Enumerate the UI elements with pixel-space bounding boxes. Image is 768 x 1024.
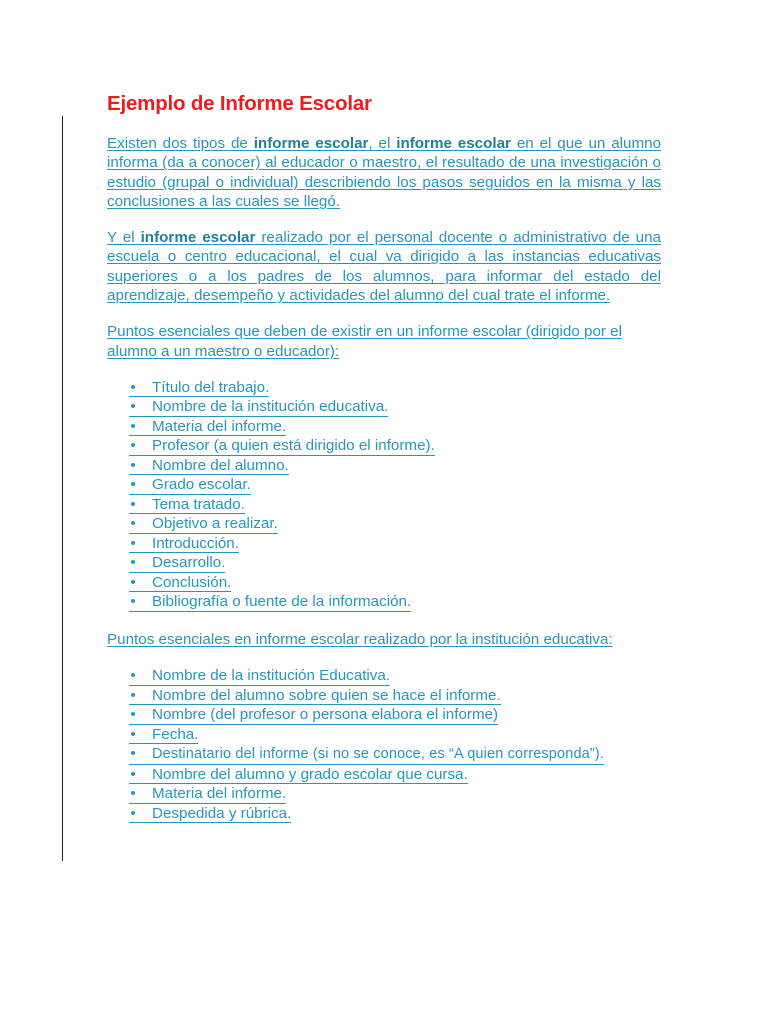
intro-text-1: Existen dos tipos de (107, 135, 254, 152)
bullet-icon: • (130, 437, 136, 455)
bullet-icon: • (130, 725, 136, 743)
bullet-icon: • (130, 667, 136, 685)
list-item-text: Nombre (del profesor o persona elabora el informe) (129, 706, 498, 725)
list-item[interactable] (107, 378, 661, 398)
list-item[interactable] (107, 436, 661, 456)
list-item[interactable] (107, 804, 661, 824)
intro-paragraph[interactable] (107, 134, 661, 211)
bullet-icon: • (130, 593, 136, 611)
bullet-icon: • (130, 686, 136, 704)
list-item[interactable] (107, 725, 661, 745)
list-item-text: Materia del informe. (129, 785, 286, 804)
document-body (107, 90, 661, 841)
list-item-text: Conclusión. (129, 574, 231, 593)
bullet-icon: • (130, 804, 136, 822)
list-item-text: Nombre de la institución Educativa. (129, 667, 390, 686)
list-item-text: Fecha. (129, 726, 198, 745)
list-student-report-points (107, 378, 661, 612)
list-item-text: Materia del informe. (129, 418, 286, 437)
second-text-1: Y el (107, 229, 141, 247)
section1-heading[interactable]: Puntos esenciales que deben de existir en un informe escolar (dirigido por el alumno a un maestro o educador): (107, 323, 622, 360)
list-item[interactable] (107, 397, 661, 417)
list-item[interactable] (107, 553, 661, 573)
list-item[interactable] (107, 534, 661, 554)
list-item-text: Tema tratado. (129, 496, 245, 515)
second-bold-1: informe escolar (140, 229, 256, 247)
document-title: Ejemplo de Informe Escolar (107, 92, 372, 115)
list-item[interactable] (107, 475, 661, 495)
intro-bold-1: informe escolar (253, 135, 369, 152)
list-item[interactable] (107, 514, 661, 534)
bullet-icon: • (130, 456, 136, 474)
bullet-icon: • (130, 534, 136, 552)
list-item-text: Nombre de la institución educativa. (129, 398, 388, 417)
second-paragraph[interactable] (107, 228, 661, 305)
bullet-icon: • (130, 515, 136, 533)
bullet-icon: • (130, 417, 136, 435)
list-item-text: Profesor (a quien está dirigido el informe). (129, 437, 435, 456)
bullet-icon: • (130, 495, 136, 513)
list-item[interactable] (107, 744, 661, 765)
bullet-icon: • (130, 706, 136, 724)
list-item[interactable] (107, 784, 661, 804)
bullet-icon: • (130, 554, 136, 572)
intro-text-3: en el que un alumno informa (da a conocer) al educador o maestro, el resultado de una investigación o estudio (grupal o individual) describiendo los pasos seguidos en la misma y las conclusiones a las cuales se llegó. (107, 135, 662, 210)
intro-bold-2: informe escolar (396, 135, 511, 152)
list-item-text: Bibliografía o fuente de la información. (129, 593, 411, 612)
list-item-text: Nombre del alumno. (129, 457, 289, 476)
list-item[interactable] (107, 592, 661, 612)
bullet-icon: • (130, 785, 136, 803)
list-item-text: Destinatario del informe (si no se conoce, es “A quien corresponda”). (129, 746, 604, 765)
list-item-text: Nombre del alumno y grado escolar que cursa. (129, 766, 468, 785)
left-margin-rule (62, 116, 63, 861)
bullet-icon: • (130, 745, 136, 763)
list-item[interactable] (107, 417, 661, 437)
list-institution-report-points (107, 666, 661, 823)
bullet-icon: • (130, 573, 136, 591)
list-item-text: Título del trabajo. (129, 379, 269, 398)
bullet-icon: • (130, 398, 136, 416)
list-item-text: Desarrollo. (129, 554, 225, 573)
list-item[interactable] (107, 456, 661, 476)
list-item-text: Nombre del alumno sobre quien se hace el informe. (129, 687, 501, 706)
bullet-icon: • (130, 765, 136, 783)
list-item[interactable] (107, 686, 661, 706)
section2-heading[interactable]: Puntos esenciales en informe escolar realizado por la institución educativa: (107, 630, 613, 648)
bullet-icon: • (130, 378, 136, 396)
intro-text-2: , el (368, 135, 397, 152)
list-item[interactable] (107, 666, 661, 686)
list-item[interactable] (107, 705, 661, 725)
second-text-2: realizado por el personal docente o administrativo de una escuela o centro educacional, el cual va dirigido a las instancias educativas superiores o a los padres de los alumnos, para informar del estado del aprendizaje, desempeño y actividades del alumno del cual trate el informe. (107, 229, 662, 305)
bullet-icon: • (130, 476, 136, 494)
list-item-text: Objetivo a realizar. (129, 515, 278, 534)
list-item[interactable] (107, 573, 661, 593)
list-item-text: Despedida y rúbrica. (129, 805, 291, 824)
list-item-text: Introducción. (129, 535, 239, 554)
list-item-text: Grado escolar. (129, 476, 251, 495)
list-item[interactable] (107, 495, 661, 515)
list-item[interactable] (107, 765, 661, 785)
